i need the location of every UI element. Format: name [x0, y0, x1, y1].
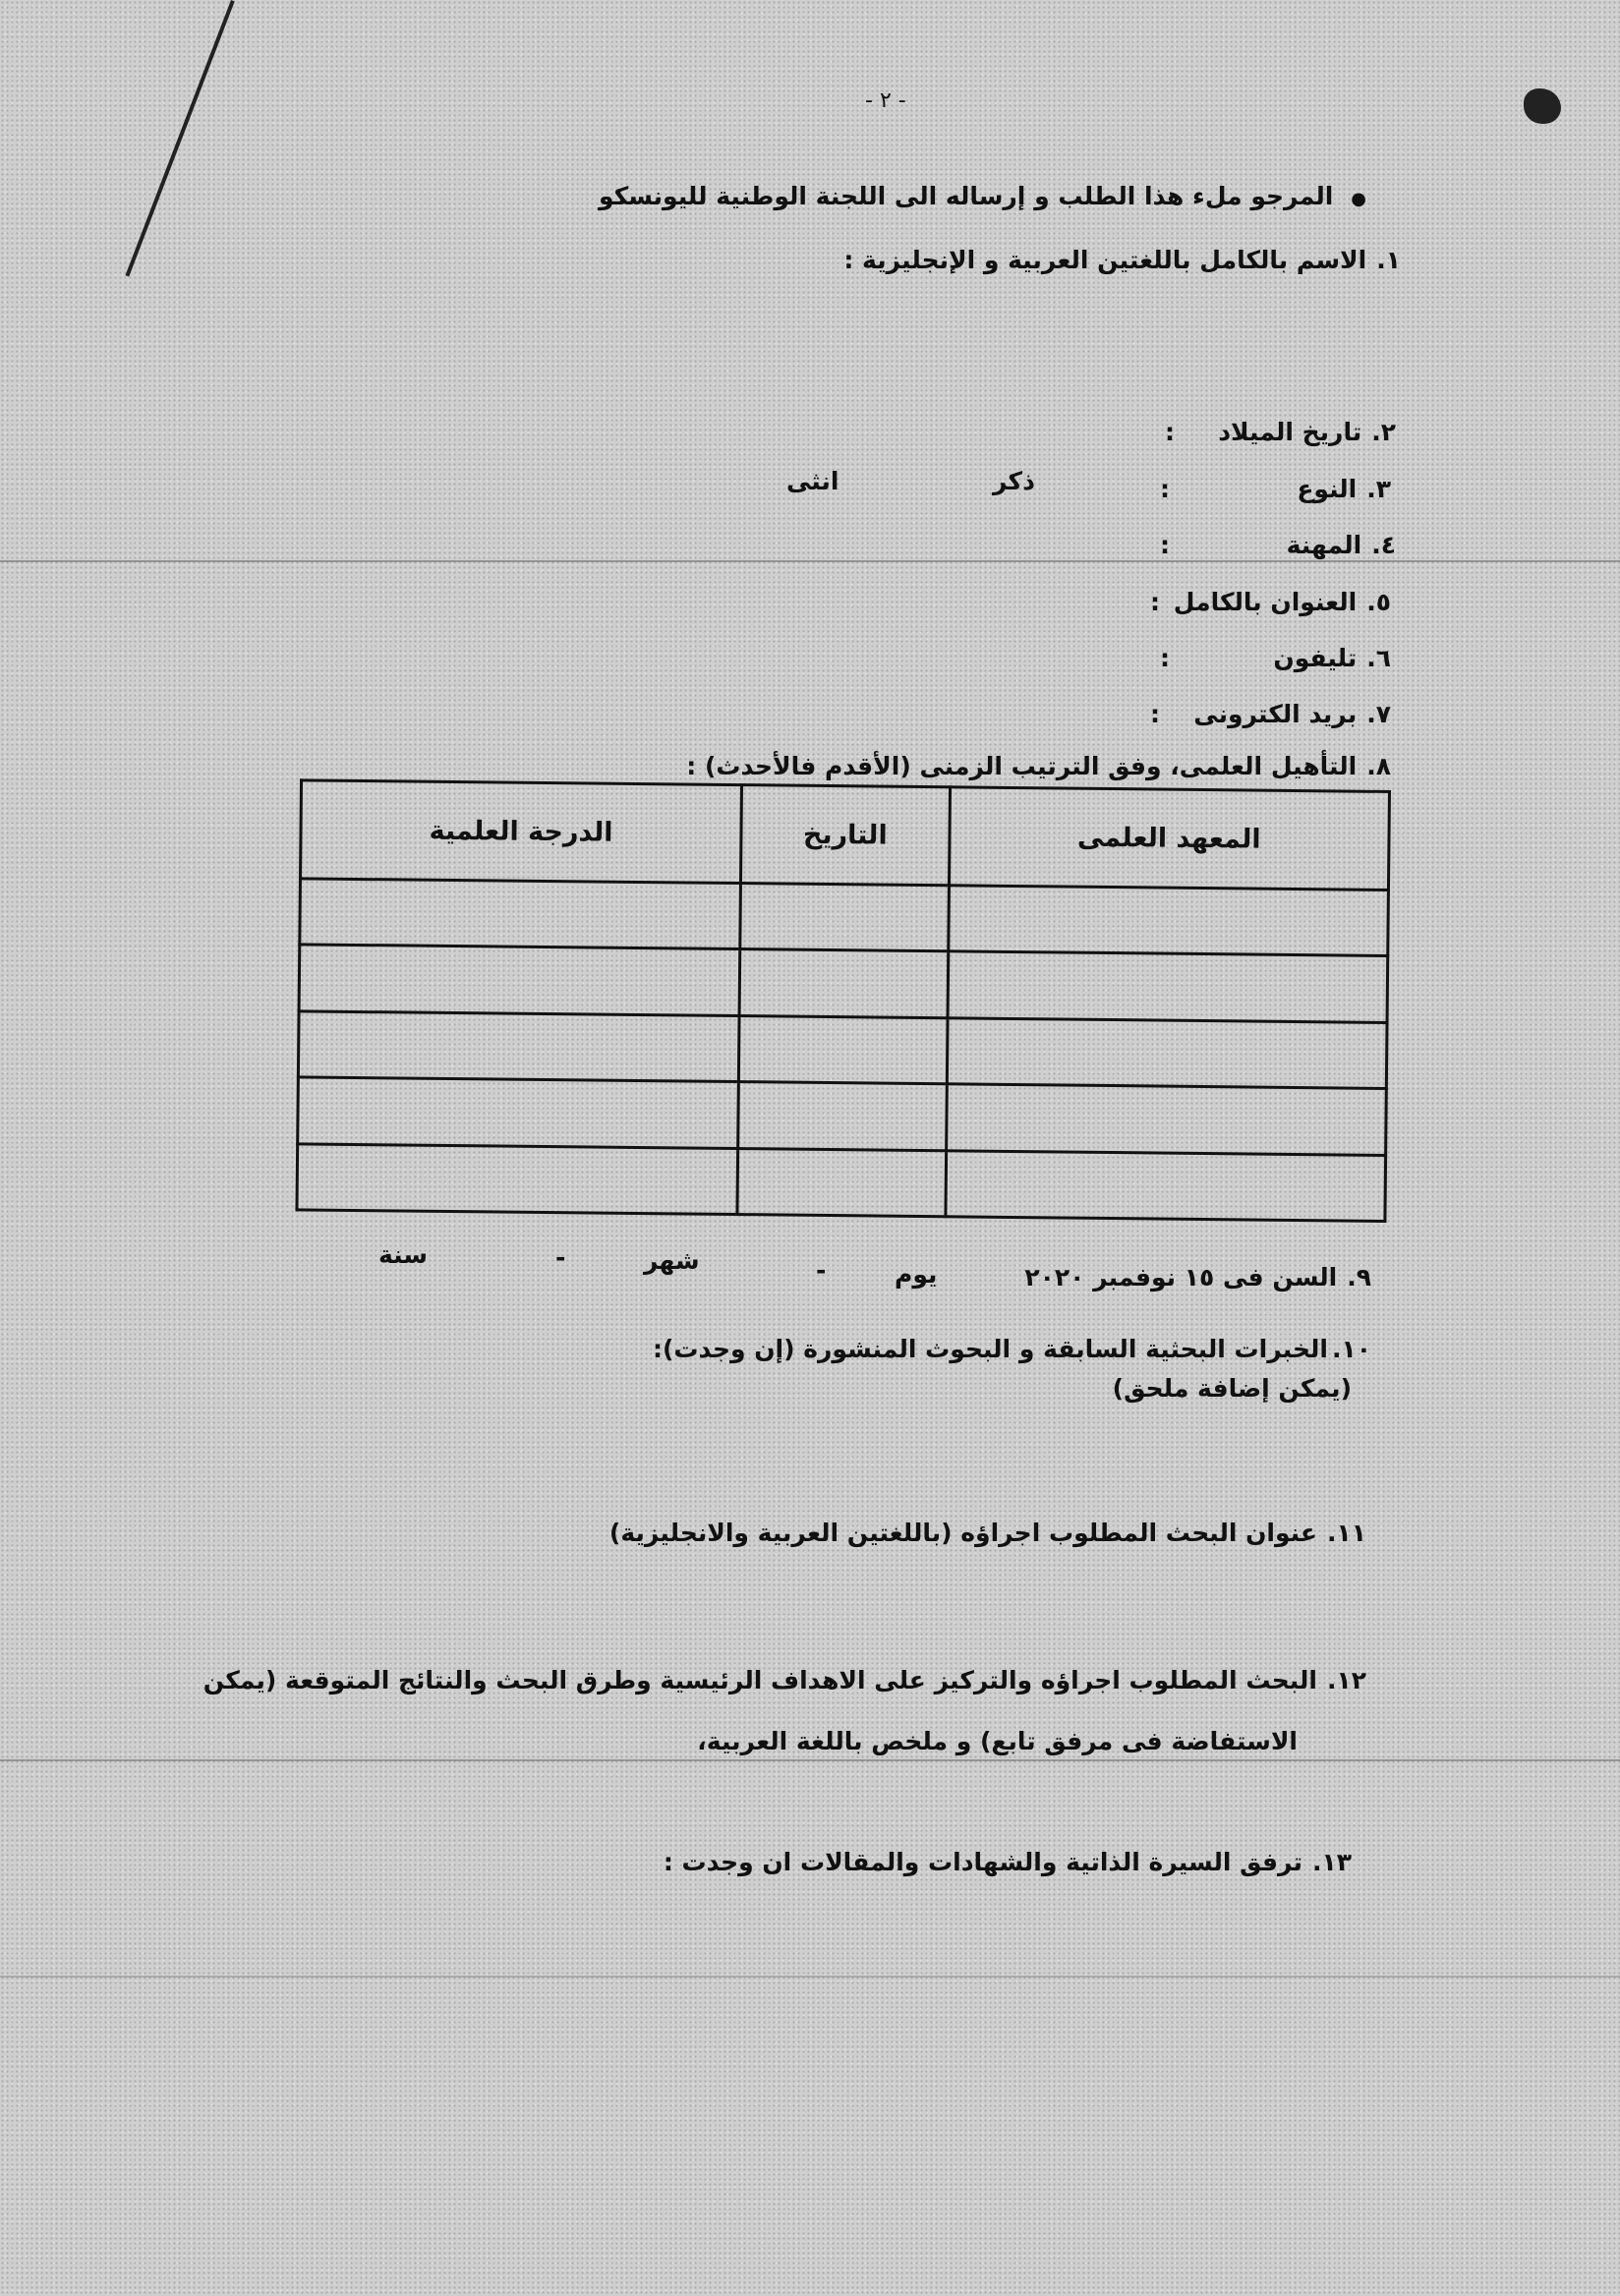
- field-experience-num: ١٠.: [1331, 1335, 1371, 1363]
- table-cell[interactable]: [946, 1150, 1386, 1221]
- field-gender-label: النوع: [1297, 475, 1358, 503]
- table-cell[interactable]: [739, 949, 948, 1018]
- table-row: [299, 945, 1388, 1022]
- page-number: - ٢ -: [865, 88, 906, 113]
- field-experience-note: (يمكن إضافة ملحق): [1112, 1374, 1352, 1403]
- colon: :: [1150, 700, 1160, 728]
- field-full-name-label: الاسم بالكامل باللغتين العربية و الإنجليزية :: [843, 246, 1367, 274]
- scan-artifact-line: [0, 1976, 1620, 1978]
- field-experience-label: الخبرات البحثية السابقة و البحوث المنشورة (إن وجدت):: [652, 1335, 1328, 1363]
- colon: :: [1165, 418, 1175, 446]
- field-attachments: ١٣.ترفق السيرة الذاتية والشهادات والمقالات ان وجدت :: [663, 1848, 1352, 1876]
- field-age: ٩.السن فى ١٥ نوفمبر ٢٠٢٠: [1024, 1263, 1371, 1292]
- field-attachments-label: ترفق السيرة الذاتية والشهادات والمقالات ان وجدت :: [663, 1848, 1302, 1876]
- field-research-description-line2: الاستفاضة فى مرفق تابع) و ملخص باللغة العربية،: [697, 1727, 1298, 1755]
- table-cell[interactable]: [737, 1148, 946, 1217]
- field-email: ٧.بريد الكترونى: [1193, 700, 1391, 728]
- age-dash: -: [816, 1256, 827, 1285]
- field-phone-label: تليفون: [1273, 644, 1358, 672]
- age-month-label: شهر: [644, 1246, 700, 1275]
- table-row: [298, 1077, 1387, 1155]
- table-row: [300, 879, 1389, 956]
- field-phone: ٦.تليفون: [1273, 644, 1391, 672]
- field-full-name: ١.الاسم بالكامل باللغتين العربية و الإنجليزية :: [843, 246, 1401, 274]
- field-birth-date-label: تاريخ الميلاد: [1218, 418, 1362, 446]
- table-cell[interactable]: [298, 1011, 739, 1082]
- field-research-description: ١٢.البحث المطلوب اجراؤه والتركيز على الاهداف الرئيسية وطرق البحث والنتائج المتوقعة (يمكن: [202, 1666, 1366, 1694]
- table-header-row: [300, 780, 1389, 890]
- field-address-label: العنوان بالكامل: [1173, 588, 1358, 616]
- header-degree: الدرجة العلمية: [300, 780, 741, 884]
- instruction-line: [599, 182, 1366, 211]
- table-cell[interactable]: [299, 945, 740, 1015]
- table-cell[interactable]: [948, 951, 1388, 1022]
- table-cell[interactable]: [300, 879, 741, 949]
- table-cell[interactable]: [297, 1143, 738, 1214]
- colon: :: [1160, 475, 1170, 503]
- field-research-title-label: عنوان البحث المطلوب اجراؤه (باللغتين العربية والانجليزية): [608, 1519, 1317, 1547]
- pen-stroke: [125, 0, 234, 277]
- education-table: [295, 778, 1391, 1223]
- table-cell[interactable]: [738, 1015, 947, 1084]
- table-cell[interactable]: [738, 1082, 947, 1151]
- table-cell[interactable]: [946, 1084, 1386, 1155]
- field-address: ٥.العنوان بالكامل: [1173, 588, 1391, 616]
- field-profession-label: المهنة: [1286, 531, 1362, 559]
- header-institute: المعهد العلمى: [949, 787, 1389, 890]
- age-day-label: يوم: [895, 1260, 938, 1289]
- field-experience: [652, 1335, 1371, 1364]
- field-education-label: التأهيل العلمى، وفق الترتيب الزمنى (الأقدم فالأحدث) :: [686, 752, 1358, 780]
- colon: :: [1150, 588, 1160, 616]
- field-research-description-line1: البحث المطلوب اجراؤه والتركيز على الاهداف الرئيسية وطرق البحث والنتائج المتوقعة (يمكن: [202, 1666, 1317, 1694]
- table-cell[interactable]: [948, 886, 1388, 956]
- header-date: التاريخ: [740, 785, 950, 886]
- punch-hole-mark: [1524, 88, 1561, 124]
- colon: :: [1160, 644, 1170, 672]
- field-email-label: بريد الكترونى: [1193, 700, 1358, 728]
- scan-artifact-line: [0, 1759, 1620, 1761]
- table-cell[interactable]: [947, 1018, 1387, 1089]
- field-education: ٨.التأهيل العلمى، وفق الترتيب الزمنى (الأقدم فالأحدث) :: [686, 752, 1391, 780]
- bullet-icon: ●: [1351, 189, 1366, 209]
- field-birth-date: ٢.تاريخ الميلاد: [1218, 418, 1396, 446]
- age-dash: -: [555, 1243, 566, 1272]
- table-row: [297, 1143, 1386, 1221]
- gender-option-female[interactable]: انثى: [786, 467, 839, 495]
- table-row: [298, 1011, 1387, 1089]
- field-research-title: ١١.عنوان البحث المطلوب اجراؤه (باللغتين العربية والانجليزية): [608, 1519, 1366, 1547]
- field-profession: ٤.المهنة: [1286, 531, 1396, 559]
- instruction-text: المرجو ملء هذا الطلب و إرساله الى اللجنة الوطنية لليونسكو: [599, 182, 1334, 210]
- field-age-label: السن فى ١٥ نوفمبر ٢٠٢٠: [1024, 1263, 1338, 1292]
- table-cell[interactable]: [298, 1077, 739, 1148]
- gender-option-male[interactable]: ذكر: [993, 467, 1035, 495]
- age-year-label: سنة: [378, 1240, 428, 1269]
- scan-artifact-line: [0, 560, 1620, 562]
- colon: :: [1160, 531, 1170, 559]
- field-gender: ٣.النوع: [1297, 475, 1391, 503]
- table-cell[interactable]: [740, 884, 949, 952]
